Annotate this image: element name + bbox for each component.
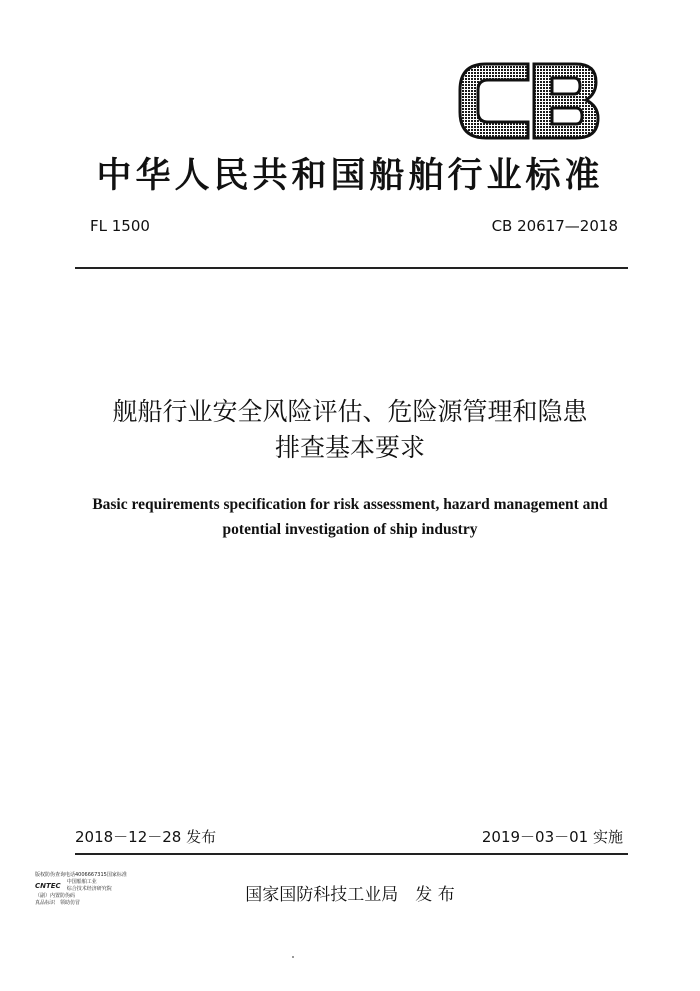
logo-letter-b [534, 64, 598, 138]
publisher: 国家国防科技工业局 发 布 [245, 885, 455, 905]
classification-code: FL 1500 [90, 217, 150, 235]
stamp-hotline: 版权防伪查询电话4006667315国家标准 [35, 872, 127, 878]
english-title-line-1: Basic requirements specification for risk assessment, hazard management and [92, 496, 608, 513]
chinese-title-line-1: 舰船行业安全风险评估、危险源管理和隐患 [112, 397, 588, 426]
issue-date: 2018－12－28 发布 [75, 828, 217, 846]
cb-logo [456, 60, 601, 142]
implementation-date: 2019－03－01 实施 [481, 828, 623, 846]
logo-letter-c [460, 64, 528, 138]
top-divider [75, 267, 628, 269]
standard-category-title: 中华人民共和国船舶行业标准 [96, 156, 604, 196]
stamp-code-line: （副）内置防伪码 [35, 893, 76, 899]
standard-number: CB 20617—2018 [491, 217, 618, 235]
stamp-brand-logo: CNTEC [35, 881, 61, 890]
scan-speck [292, 956, 294, 958]
stamp-org-line-2: 综合技术经济研究院 [66, 886, 112, 892]
english-title-line-2: potential investigation of ship industry [222, 521, 478, 538]
chinese-title-line-2: 排查基本要求 [274, 433, 425, 462]
stamp-authenticity-line: 真品标识 领助仿冒 [35, 900, 81, 906]
stamp-org-line-1: 中国船舶工业 [66, 879, 97, 885]
bottom-divider [75, 853, 628, 855]
